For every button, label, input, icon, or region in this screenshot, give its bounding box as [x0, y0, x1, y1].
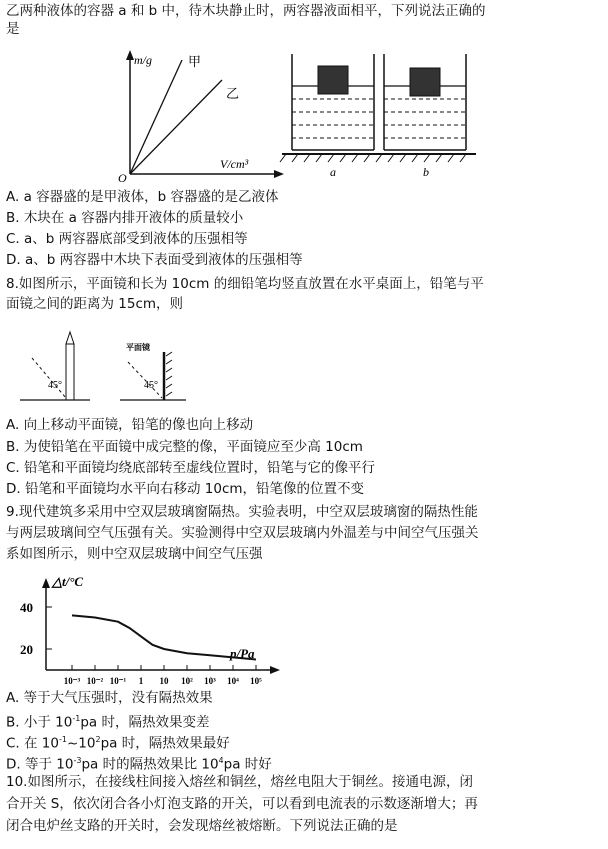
chart-x-label: p/Pa [230, 646, 255, 661]
q10-stem-line3: 闭合电炉丝支路的开关时，会发现熔丝被熔断。下列说法正确的是 [6, 818, 398, 834]
q9-option-c-mid: ~10 [66, 735, 96, 752]
mass-volume-graph [110, 46, 285, 186]
q7-stem-line2: 是 [6, 21, 20, 37]
q9-option-d [6, 752, 272, 774]
y-tick-label: 40 [20, 600, 33, 615]
q7-option-d: D. a、b 两容器中木块下表面受到液体的压强相等 [6, 252, 303, 268]
q9-option-c-sup1: -1 [58, 735, 67, 744]
line-yi [130, 80, 222, 174]
container-a [292, 54, 374, 150]
x-tick-label: 10⁴ [227, 676, 239, 686]
q8-stem-line2: 面镜之间的距离为 15cm，则 [6, 296, 184, 312]
q8-stem-line1: 8.如图所示，平面镜和长为 10cm 的细铅笔均竖直放置在水平桌面上，铅笔与平 [6, 276, 484, 292]
q9-option-d-sup1: -3 [73, 756, 82, 765]
graph-yi-label: 乙 [226, 86, 240, 101]
q9-option-d-sup2: 4 [218, 756, 224, 765]
container-b [384, 54, 466, 150]
q9-option-d-post: pa 时好 [223, 756, 272, 773]
x-tick-label: 10² [181, 676, 193, 686]
chart-series-line [72, 615, 256, 659]
q9-option-d-mid: pa 时的隔热效果比 10 [81, 756, 219, 773]
q9-option-d-pre: D. 等于 10 [6, 756, 74, 773]
x-tick-label: 10³ [204, 676, 216, 686]
pencil-angle: 45° [48, 380, 62, 391]
x-tick-label: 1 [138, 676, 144, 686]
q9-option-c-sup2: 2 [95, 735, 101, 744]
mirror-label: 平面镜 [126, 343, 150, 352]
q9-option-b-sup: -1 [72, 714, 81, 723]
q9-stem-line3: 系如图所示，则中空双层玻璃中间空气压强 [6, 546, 263, 562]
graph-x-label: V/cm³ [220, 157, 249, 171]
q7-option-a: A. a 容器盛的是甲液体，b 容器盛的是乙液体 [6, 189, 279, 205]
chart-x-ticks [64, 665, 262, 686]
q9-stem-line2: 与两层玻璃间空气压强有关。实验测得中空双层玻璃内外温差与中间空气压强关 [6, 525, 479, 541]
q7-option-c: C. a、b 两容器底部受到液体的压强相等 [6, 231, 248, 247]
q7-stem-line1: 乙两种液体的容器 a 和 b 中，待木块静止时，两容器液面相平，下列说法正确的 [6, 3, 486, 19]
container-b-label: b [423, 165, 429, 179]
line-jia [130, 60, 182, 174]
q9-option-c [6, 731, 230, 753]
x-tick-label: 10⁻² [86, 676, 104, 686]
table-hatching [280, 154, 466, 162]
mirror-angle: 45° [144, 380, 158, 391]
q8-option-c: C. 铅笔和平面镜均绕底部转至虚线位置时，铅笔与它的像平行 [6, 460, 376, 476]
pencil-figure [20, 332, 90, 400]
pressure-temperature-chart [16, 570, 286, 688]
x-tick-label: 10⁻³ [63, 676, 81, 686]
q9-option-b-post: pa 时，隔热效果变差 [80, 714, 210, 731]
q7-option-b: B. 木块在 a 容器内排开液体的质量较小 [6, 210, 244, 226]
containers-figure [278, 48, 478, 188]
q10-stem-line1: 10.如图所示，在接线柱间接入熔丝和铜丝，熔丝电阻大于铜丝。接通电源，闭 [6, 774, 473, 790]
q9-stem-line1: 9.现代建筑多采用中空双层玻璃窗隔热。实验表明，中空双层玻璃窗的隔热性能 [6, 504, 478, 520]
q8-option-b: B. 为使铅笔在平面镜中成完整的像，平面镜应至少高 10cm [6, 439, 363, 455]
y-tick-label: 20 [20, 642, 33, 657]
q9-option-c-pre: C. 在 10 [6, 735, 59, 752]
graph-y-label: m/g [134, 53, 152, 67]
container-a-label: a [330, 165, 336, 179]
q9-option-b-pre: B. 小于 10 [6, 714, 73, 731]
mirror-figure [120, 342, 186, 400]
q8-option-d: D. 铅笔和平面镜均水平向右移动 10cm，铅笔像的位置不变 [6, 481, 365, 497]
q9-option-c-post: pa 时，隔热效果最好 [100, 735, 230, 752]
x-tick-label: 10⁵ [250, 676, 262, 686]
graph-origin: O [118, 171, 127, 185]
x-tick-label: 10⁻¹ [109, 676, 127, 686]
q9-option-a: A. 等于大气压强时，没有隔热效果 [6, 690, 213, 706]
pencil-mirror-figure [20, 328, 200, 410]
q9-option-b [6, 710, 209, 732]
x-tick-label: 10 [159, 676, 169, 686]
chart-y-ticks [20, 600, 52, 657]
q8-option-a: A. 向上移动平面镜，铅笔的像也向上移动 [6, 417, 254, 433]
graph-jia-label: 甲 [188, 54, 202, 69]
q10-stem-line2: 合开关 S，依次闭合各小灯泡支路的开关，可以看到电流表的示数逐渐增大；再 [6, 796, 478, 812]
chart-y-label: △t/°C [52, 574, 84, 589]
